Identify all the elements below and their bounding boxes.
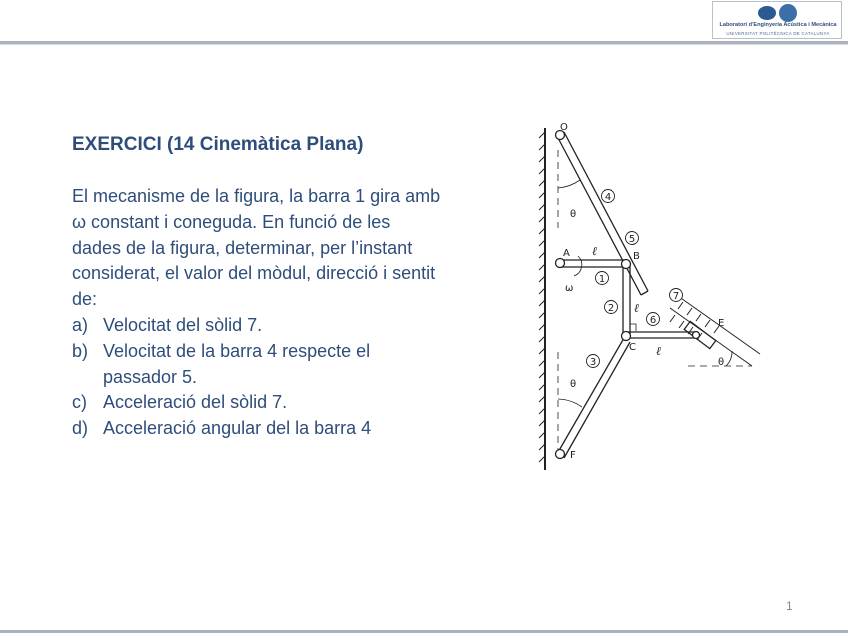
list-item bbox=[72, 390, 442, 416]
label-bar-1: 1 bbox=[598, 274, 606, 285]
footer-rule bbox=[0, 630, 848, 633]
slide-title: EXERCICI (14 Cinemàtica Plana) bbox=[72, 134, 364, 155]
logo-mark-icon bbox=[758, 6, 776, 20]
logo-line2: UNIVERSITAT POLITÈCNICA DE CATALUNYA bbox=[726, 31, 830, 36]
omega-label: ω bbox=[565, 283, 574, 294]
page-number: 1 bbox=[786, 599, 793, 613]
list-item bbox=[72, 339, 442, 391]
list-marker: a) bbox=[72, 314, 89, 335]
label-bar-6: 6 bbox=[649, 315, 657, 326]
wall-ground bbox=[539, 128, 545, 470]
label-point-A: A bbox=[563, 248, 570, 259]
mechanism-figure bbox=[520, 118, 770, 480]
label-point-C: C bbox=[629, 342, 636, 353]
angle-theta-bottom: θ bbox=[570, 379, 577, 390]
pin-F-icon bbox=[556, 450, 565, 459]
task-list bbox=[72, 313, 442, 442]
list-item-text: Velocitat de la barra 4 respecte el passador 5. bbox=[103, 340, 371, 387]
label-pin-5: 5 bbox=[628, 234, 636, 245]
length-l-bar-2: ℓ bbox=[634, 301, 639, 315]
angle-arc-right bbox=[726, 351, 732, 366]
label-slider-7: 7 bbox=[672, 291, 680, 302]
label-bar-3: 3 bbox=[589, 357, 597, 368]
institution-logo bbox=[712, 1, 842, 39]
list-item bbox=[72, 313, 442, 339]
slider-7 bbox=[670, 296, 760, 366]
logo-line1: Laboratori d'Enginyeria Acústica i Mecànica bbox=[719, 22, 837, 28]
label-point-B: B bbox=[633, 251, 640, 262]
label-point-O: O bbox=[560, 122, 568, 133]
pin-E-icon bbox=[693, 332, 700, 339]
angle-arc-bottom bbox=[558, 399, 582, 407]
intro-text: El mecanisme de la figura, la barra 1 gira amb ω constant i coneguda. En funció de les dades de la figura, determinar, per l’instant considerat, el valor del mòdul, direcció i sentit de: bbox=[72, 186, 441, 310]
label-point-F: F bbox=[570, 450, 576, 461]
angle-arc-top bbox=[558, 180, 580, 188]
bar-1 bbox=[558, 260, 625, 267]
list-item-text: Acceleració del sòlid 7. bbox=[103, 392, 288, 413]
pin-B-icon bbox=[622, 260, 631, 269]
pin-A-icon bbox=[556, 259, 565, 268]
label-bar-4: 4 bbox=[604, 192, 612, 203]
length-l-bar-1: ℓ bbox=[592, 244, 597, 258]
header-rule-shadow bbox=[0, 44, 848, 45]
list-item-text: Acceleració angular del la barra 4 bbox=[103, 418, 372, 439]
logo-seal-icon bbox=[779, 4, 797, 22]
list-marker: c) bbox=[72, 392, 87, 413]
bar-2 bbox=[623, 264, 630, 336]
length-l-bar-6: ℓ bbox=[656, 344, 661, 358]
label-point-E: E bbox=[718, 318, 725, 329]
list-marker: b) bbox=[72, 340, 89, 361]
omega-arrow-icon bbox=[574, 256, 582, 276]
list-item-text: Velocitat del sòlid 7. bbox=[103, 314, 263, 335]
list-item bbox=[72, 416, 442, 442]
bar-6 bbox=[628, 332, 696, 338]
list-marker: d) bbox=[72, 418, 89, 439]
angle-theta-top: θ bbox=[570, 209, 577, 220]
label-bar-2: 2 bbox=[607, 303, 615, 314]
slide-body bbox=[72, 184, 442, 442]
right-angle-mark bbox=[630, 324, 636, 331]
pin-C-icon bbox=[622, 332, 631, 341]
angle-theta-right: θ bbox=[718, 357, 725, 368]
